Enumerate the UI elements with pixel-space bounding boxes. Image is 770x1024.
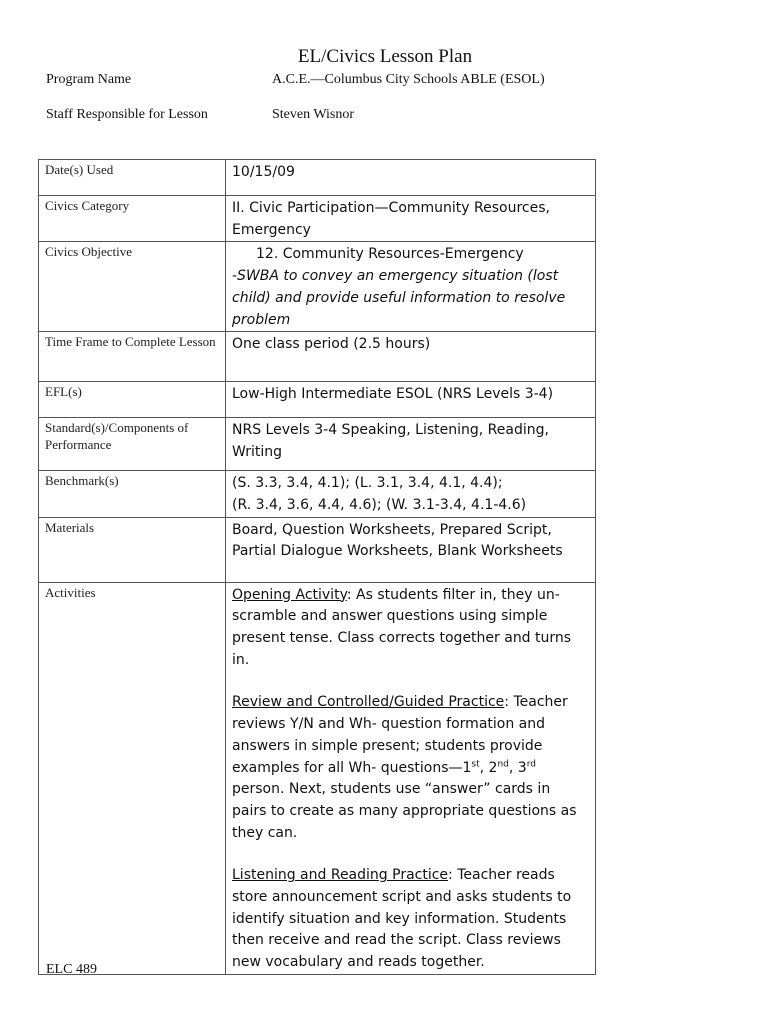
benchmarks-label: Benchmark(s) [39, 471, 226, 517]
staff-value: Steven Wisnor [272, 107, 355, 122]
staff-label: Staff Responsible for Lesson [46, 107, 208, 122]
materials-label: Materials [39, 517, 226, 582]
objective-title: 12. Community Resources-Emergency [256, 246, 524, 263]
objective-label: Civics Objective [39, 242, 226, 332]
benchmarks-cell [226, 471, 596, 517]
opening-activity-paragraph [232, 585, 589, 672]
objective-cell [226, 242, 596, 332]
listening-practice-paragraph [232, 865, 589, 974]
table-row [39, 332, 596, 382]
review-practice-paragraph [232, 692, 589, 844]
table-row [39, 242, 596, 332]
materials-value: Board, Question Worksheets, Prepared Script, Partial Dialogue Worksheets, Blank Worksheets [226, 517, 596, 582]
review-practice-text-4: person. Next, students use “answer” cards in pairs to create as many appropriate questions as they can. [232, 781, 577, 841]
standards-label: Standard(s)/Components of Performance [39, 418, 226, 471]
footer-code: ELC 489 [46, 962, 97, 977]
category-label: Civics Category [39, 196, 226, 242]
category-value: II. Civic Participation—Community Resources, Emergency [226, 196, 596, 242]
dates-label: Date(s) Used [39, 160, 226, 196]
dates-value: 10/15/09 [226, 160, 596, 196]
objective-text: -SWBA to convey an emergency situation (lost child) and provide useful information to resolve problem [232, 268, 566, 328]
table-row [39, 582, 596, 974]
benchmarks-line-2: (R. 3.4, 3.6, 4.4, 4.6); (W. 3.1-3.4, 4.1-4.6) [232, 496, 527, 513]
table-row [39, 160, 596, 196]
timeframe-label: Time Frame to Complete Lesson [39, 332, 226, 382]
activities-cell [226, 582, 596, 974]
benchmarks-line-1: (S. 3.3, 3.4, 4.1); (L. 3.1, 3.4, 4.1, 4.4); [232, 475, 503, 492]
efl-label: EFL(s) [39, 382, 226, 418]
superscript-rd: rd [526, 758, 536, 769]
review-practice-text: : Teacher reviews Y/N and Wh- question formation and answers in simple present; students provide examples for all Wh- questions—1 [232, 694, 568, 776]
review-practice-text-3: , 3 [508, 759, 527, 776]
listening-practice-heading: Listening and Reading Practice [232, 867, 449, 884]
opening-activity-heading: Opening Activity [232, 586, 347, 603]
standards-value: NRS Levels 3-4 Speaking, Listening, Reading, Writing [226, 418, 596, 471]
program-name-label: Program Name [46, 72, 132, 87]
superscript-nd: nd [497, 758, 509, 769]
table-row [39, 517, 596, 582]
listening-practice-text: : Teacher reads store announcement script and asks students to identify situation and key information. Students then receive and read the script. Class reviews new vocabulary and reads together. [232, 867, 572, 971]
table-row [39, 382, 596, 418]
efl-value: Low-High Intermediate ESOL (NRS Levels 3-4) [226, 382, 596, 418]
lesson-plan-table [38, 159, 596, 975]
opening-activity-text: : As students filter in, they un-scramble and answer questions using simple present tense. Class corrects together and turns in. [232, 586, 572, 668]
program-name-value: A.C.E.—Columbus City Schools ABLE (ESOL) [272, 72, 545, 87]
table-row [39, 418, 596, 471]
table-row [39, 196, 596, 242]
review-practice-text-2: , 2 [479, 759, 498, 776]
activities-label: Activities [39, 582, 226, 974]
review-practice-heading: Review and Controlled/Guided Practice [232, 694, 505, 711]
page-title: EL/Civics Lesson Plan [297, 46, 473, 67]
timeframe-value: One class period (2.5 hours) [226, 332, 596, 382]
superscript-st: st [471, 758, 480, 769]
table-row [39, 471, 596, 517]
